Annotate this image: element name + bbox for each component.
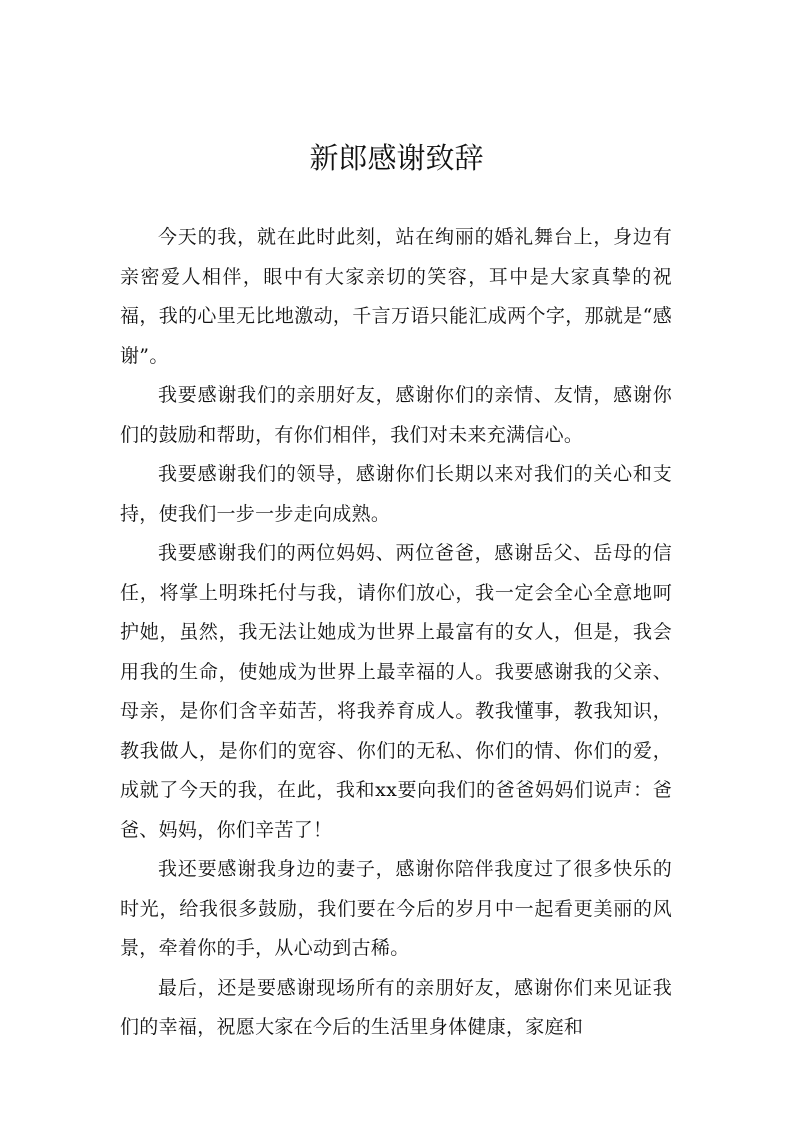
document-title: 新郎感谢致辞 [309, 141, 484, 175]
paragraph-friends: 我要感谢我们的亲朋好友，感谢你们的亲情、友情，感谢你们的鼓励和帮助，有你们相伴，我们对未来充满信心。 [120, 384, 672, 446]
paragraph-leaders: 我要感谢我们的领导，感谢你们长期以来对我们的关心和支持，使我们一步一步走向成熟。 [120, 463, 672, 525]
paragraph-closing: 最后，还是要感谢现场所有的亲朋好友，感谢你们来见证我们的幸福，祝愿大家在今后的生活里身体健康，家庭和 [120, 976, 672, 1038]
paragraph-wife: 我还要感谢我身边的妻子，感谢你陪伴我度过了很多快乐的时光，给我很多鼓励，我们要在今后的岁月中一起看更美丽的风景，牵着你的手，从心动到古稀。 [120, 858, 672, 959]
document-body [120, 218, 672, 1048]
paragraph-parents: 我要感谢我们的两位妈妈、两位爸爸，感谢岳父、岳母的信任，将掌上明珠托付与我，请你们放心，我一定会全心全意地呵护她，虽然，我无法让她成为世界上最富有的女人，但是，我会用我的生命，使她成为世界上最幸福的人。我要感谢我的父亲、母亲，是你们含辛茹苦，将我养育成人。教我懂事，教我知识，教我做人，是你们的宽容、你们的无私、你们的情、你们的爱，成就了今天的我，在此，我和xx要向我们的爸爸妈妈们说声：爸爸、妈妈，你们辛苦了！ [120, 542, 672, 841]
paragraph-intro: 今天的我，就在此时此刻，站在绚丽的婚礼舞台上，身边有亲密爱人相伴，眼中有大家亲切的笑容，耳中是大家真挚的祝福，我的心里无比地激动，千言万语只能汇成两个字，那就是“感谢”。 [120, 226, 672, 367]
